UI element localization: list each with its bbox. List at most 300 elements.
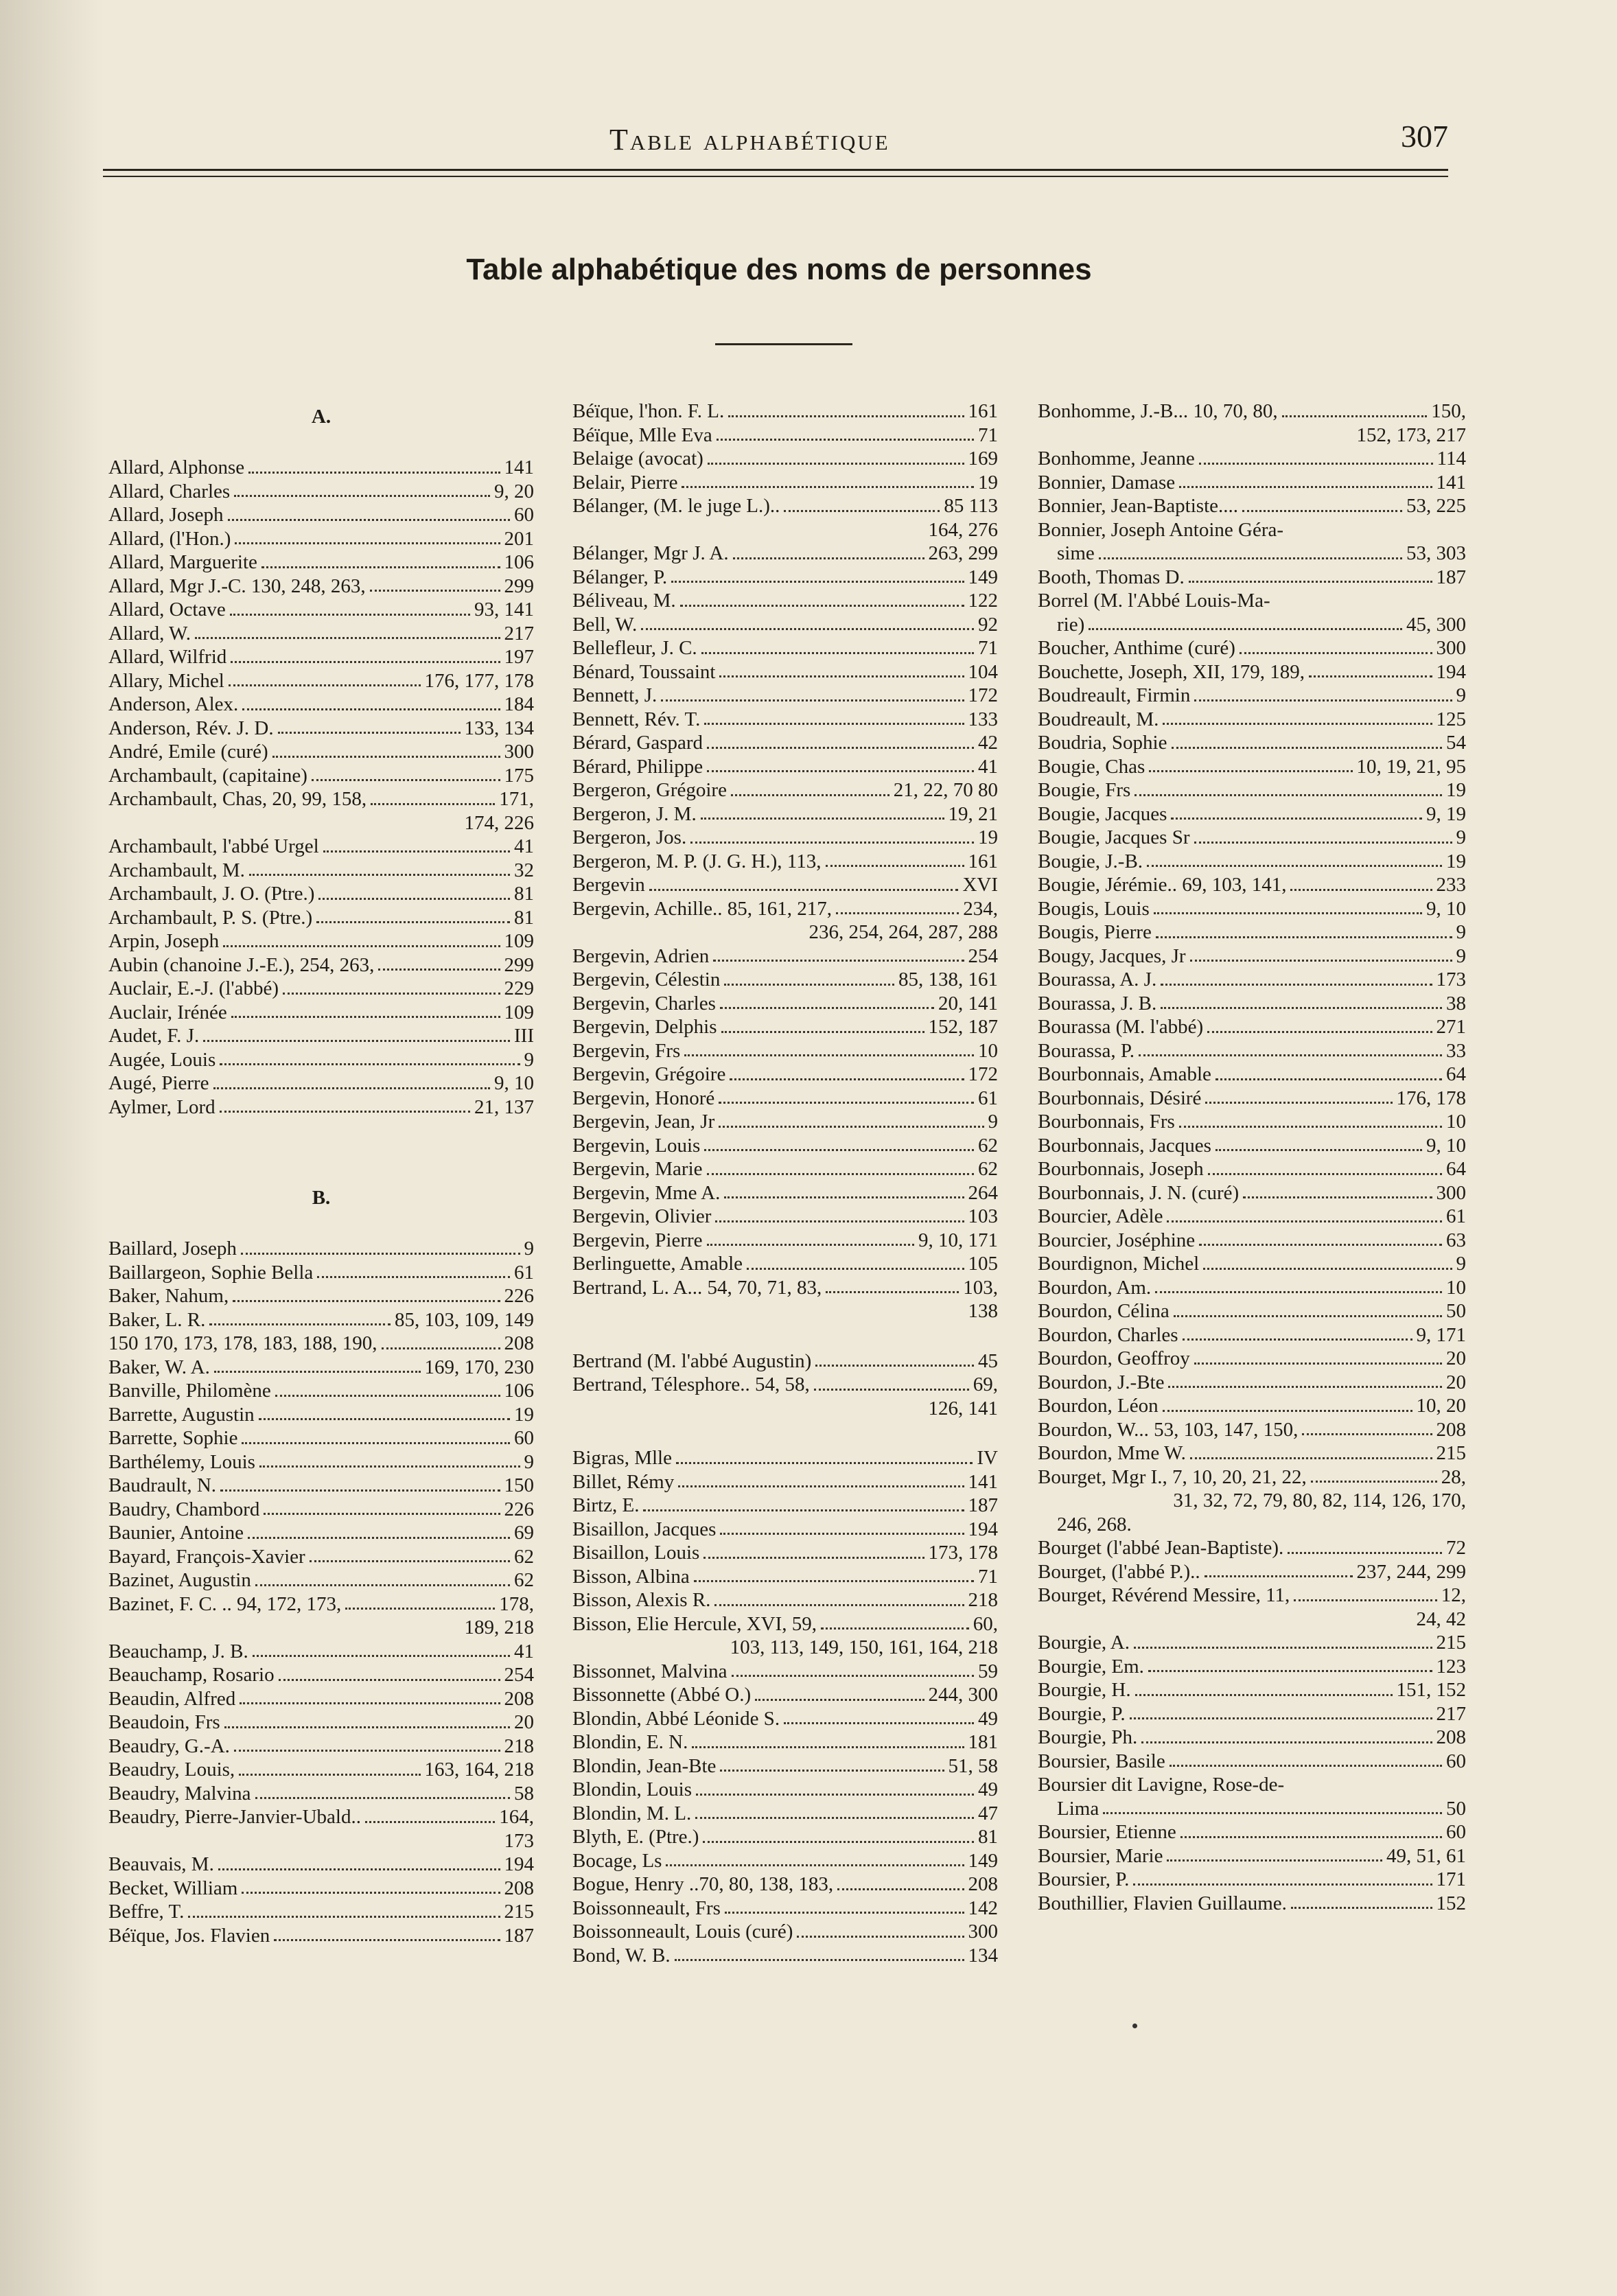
index-entry: [1038, 1536, 1466, 1560]
entry-pages: 28,: [1441, 1465, 1466, 1488]
entry-name: Bertrand, L. A... 54, 70, 71, 83,: [572, 1276, 822, 1299]
index-entry: [108, 859, 534, 883]
dot-leader: [1172, 747, 1443, 749]
entry-pages: 300: [1436, 637, 1466, 659]
index-entry: [572, 636, 998, 660]
index-entry: [1038, 1181, 1466, 1205]
dot-leader: [1167, 1220, 1442, 1222]
entry-name: Baker, L. R.: [108, 1308, 206, 1331]
dot-leader: [234, 495, 490, 497]
index-entry: [572, 1229, 998, 1253]
entry-name: Baillard, Joseph: [108, 1238, 237, 1260]
entry-name: Bisaillon, Louis: [572, 1542, 700, 1564]
index-entry: [1038, 1820, 1466, 1844]
index-entry: [1038, 1797, 1466, 1821]
entry-name: Beaudry, Pierre-Janvier-Ubald..: [108, 1806, 361, 1828]
entry-pages: XVI: [962, 874, 998, 896]
index-entry: [572, 944, 998, 969]
entry-pages: 215: [1436, 1442, 1466, 1464]
dot-leader: [717, 439, 974, 441]
entry-name: Bourget, Mgr I., 7, 10, 20, 21, 22,: [1038, 1465, 1307, 1488]
dot-leader: [1240, 652, 1432, 654]
index-entry: [572, 399, 998, 424]
dot-leader: [255, 1797, 510, 1799]
dot-leader: [242, 1892, 500, 1894]
dot-leader: [1134, 1647, 1432, 1649]
index-entry: [1038, 542, 1466, 566]
dot-leader: [701, 817, 944, 820]
dot-leader: [233, 1300, 500, 1302]
entry-name: Baker, Nahum,: [108, 1285, 229, 1307]
entry-pages: 9: [524, 1450, 534, 1473]
entry-pages: 58: [514, 1782, 534, 1805]
entry-pages: 10, 19, 21, 95: [1356, 755, 1466, 778]
index-entry: [1038, 1015, 1466, 1039]
entry-name: Béïque, Jos. Flavien: [108, 1924, 270, 1947]
entry-name: Boursier dit Lavigne, Rose-de-: [1038, 1774, 1285, 1796]
entry-pages: 181: [968, 1731, 998, 1753]
entry-name: Bergevin, Adrien: [572, 944, 710, 967]
index-entry: [1038, 897, 1466, 921]
entry-name: Baillargeon, Sophie Bella: [108, 1261, 314, 1284]
dot-leader: [378, 969, 500, 971]
dot-leader: [1161, 984, 1432, 986]
dot-leader: [719, 675, 964, 677]
entry-pages: 187: [1436, 566, 1466, 588]
index-entry: [1038, 778, 1466, 802]
entry-name: Bourget, Révérend Messire, 11,: [1038, 1584, 1290, 1606]
entry-pages: 141: [968, 1470, 998, 1493]
entry-name: Bérard, Gaspard: [572, 732, 703, 754]
entry-pages: 32: [514, 859, 534, 881]
index-entry: [572, 1683, 998, 1707]
index-entry: [572, 1446, 998, 1470]
entry-name: Blondin, E. N.: [572, 1731, 688, 1753]
index-entry: [108, 480, 534, 504]
index-entry: [572, 494, 998, 518]
entry-name: Allard, Joseph: [108, 504, 224, 526]
dot-leader: [1135, 794, 1442, 796]
index-entry: [572, 1897, 998, 1921]
entry-pages: 300: [968, 1921, 998, 1943]
entry-pages: 61: [514, 1261, 534, 1284]
index-entry: [1038, 873, 1466, 897]
index-entry: [108, 550, 534, 575]
dot-leader: [209, 1323, 391, 1325]
entry-pages: 42: [978, 732, 998, 754]
entry-name: Bougy, Jacques, Jr: [1038, 944, 1186, 967]
dot-leader: [1290, 889, 1432, 891]
index-entry: [1038, 1418, 1466, 1442]
entry-pages: 10, 20: [1416, 1395, 1466, 1417]
dot-leader: [382, 1347, 500, 1349]
dot-leader: [1311, 1481, 1437, 1483]
index-entry: [572, 1612, 998, 1636]
entry-name: Bourassa, P.: [1038, 1039, 1135, 1062]
entry-name: Bougie, Jacques: [1038, 802, 1167, 825]
index-entry: [1038, 636, 1466, 660]
entry-pages: 41: [514, 835, 534, 857]
index-entry: [1038, 1441, 1466, 1465]
index-entry: [1038, 1371, 1466, 1395]
entry-pages: 152, 187: [928, 1016, 998, 1038]
entry-name: Bond, W. B.: [572, 1944, 671, 1967]
index-entry: [108, 787, 534, 811]
index-entry: [108, 1403, 534, 1427]
entry-name: Bourdon, J.-Bte: [1038, 1371, 1165, 1393]
entry-name: Baker, W. A.: [108, 1356, 210, 1378]
dot-leader: [707, 770, 974, 772]
index-entry: [572, 1276, 998, 1300]
entry-pages: 49: [978, 1707, 998, 1730]
entry-pages: 20: [1446, 1347, 1466, 1369]
entry-pages: 61: [978, 1087, 998, 1109]
index-entry: [108, 953, 534, 977]
entry-pages: 169: [968, 448, 998, 469]
entry-pages: 72: [1446, 1537, 1466, 1559]
index-entry: [572, 1181, 998, 1205]
index-entry: [1038, 1584, 1466, 1608]
dot-leader: [224, 1726, 510, 1728]
entry-name: Billet, Rémy: [572, 1470, 675, 1493]
running-header: [103, 115, 1448, 163]
dot-leader: [213, 1087, 490, 1089]
entry-pages: 254: [968, 944, 998, 967]
entry-list-a: [108, 456, 534, 1119]
entry-pages: 20: [1446, 1371, 1466, 1393]
dot-leader: [680, 605, 964, 607]
entry-pages: 201: [504, 527, 534, 550]
index-entry: [572, 660, 998, 684]
index-entry: [572, 1518, 998, 1542]
entry-name: Bourgie, P.: [1038, 1702, 1126, 1725]
index-entry: [1038, 1229, 1466, 1253]
entry-pages: 38: [1446, 992, 1466, 1014]
entry-pages: 9, 10: [494, 1072, 534, 1094]
dot-leader: [1155, 1291, 1442, 1293]
dot-leader: [704, 1149, 974, 1151]
entry-pages: 226: [504, 1285, 534, 1307]
dot-leader: [220, 1489, 500, 1492]
dot-leader: [370, 590, 500, 592]
entry-name: Anderson, Rév. J. D.: [108, 717, 274, 739]
dot-leader: [695, 1817, 974, 1819]
entry-name: Beaudry, G.-A.: [108, 1735, 230, 1757]
index-entry: [1038, 660, 1466, 684]
entry-name: Belair, Pierre: [572, 471, 678, 494]
dot-leader: [240, 1702, 500, 1704]
dot-leader: [1215, 1078, 1442, 1080]
dot-leader: [720, 1007, 934, 1009]
entry-name: Boursier, P.: [1038, 1868, 1130, 1890]
entry-name: Banville, Philomène: [108, 1380, 271, 1402]
header-rule: [103, 169, 1448, 171]
index-entry: [108, 1332, 534, 1356]
dot-leader: [731, 794, 889, 796]
entry-pages: 9, 10: [1426, 1134, 1466, 1157]
entry-name: sime: [1057, 542, 1095, 564]
index-entry: [108, 1379, 534, 1403]
index-entry: [572, 873, 998, 897]
entry-name: Lima: [1057, 1797, 1100, 1820]
entry-name: Bourassa, J. B.: [1038, 992, 1157, 1014]
entry-name: Allard, Wilfrid: [108, 646, 227, 668]
entry-name: Bourbonnais, Désiré: [1038, 1087, 1202, 1109]
index-entry: [1038, 494, 1466, 518]
dot-leader: [694, 1580, 974, 1582]
entry-name: Bergeron, Jos.: [572, 826, 687, 848]
entry-pages: 176, 177, 178: [424, 669, 534, 692]
dot-leader: [241, 1253, 520, 1255]
entry-pages: 71: [978, 637, 998, 659]
index-entry: [108, 645, 534, 669]
entry-name: Berlinguette, Amable: [572, 1253, 743, 1275]
dot-leader: [1171, 817, 1422, 820]
index-entry: [1038, 613, 1466, 637]
dot-leader: [1135, 1694, 1393, 1696]
index-entry: [1038, 518, 1466, 542]
entry-name: Boudreault, Firmin: [1038, 684, 1191, 706]
entry-name: Archambault, Chas, 20, 99, 158,: [108, 788, 367, 810]
dot-leader: [1089, 628, 1402, 630]
book-gutter-shadow: [0, 0, 103, 2296]
index-column-3: [1038, 399, 1466, 1915]
entry-pages: 93, 141: [474, 599, 534, 621]
dot-leader: [253, 1655, 510, 1657]
entry-pages: 59: [978, 1660, 998, 1682]
dot-leader: [312, 779, 500, 781]
dot-leader: [682, 486, 974, 488]
entry-pages: 71: [978, 1565, 998, 1588]
index-entry: [108, 1758, 534, 1782]
dot-leader: [707, 1244, 914, 1246]
dot-leader: [1288, 1552, 1442, 1554]
dot-leader: [1183, 1338, 1412, 1341]
entry-pages: 9, 171: [1416, 1323, 1466, 1346]
dot-leader: [797, 1936, 964, 1938]
index-entry: [108, 1237, 534, 1261]
index-entry: [108, 1711, 534, 1735]
entry-pages: 85, 138, 161: [898, 969, 998, 990]
dot-leader: [274, 1939, 500, 1941]
dot-leader: [1190, 1457, 1432, 1459]
entry-name: Barthélemy, Louis: [108, 1450, 255, 1473]
dot-leader: [733, 557, 924, 559]
entry-name: Booth, Thomas D.: [1038, 566, 1185, 588]
entry-name: Bissonnet, Malvina: [572, 1660, 728, 1682]
entry-pages: 208: [968, 1873, 998, 1895]
dot-leader: [1148, 1670, 1432, 1672]
entry-name: Bourdon, Charles: [1038, 1323, 1178, 1346]
index-entry: [572, 992, 998, 1016]
entry-name: Baudry, Chambord: [108, 1498, 260, 1520]
entry-name: Bissonnette (Abbé O.): [572, 1684, 752, 1706]
entry-name: Bennett, Rév. T.: [572, 708, 701, 730]
dot-leader: [721, 1031, 924, 1033]
entry-pages: 171: [1436, 1868, 1466, 1890]
dot-leader: [1189, 581, 1432, 583]
entry-name: Bouthillier, Flavien Guillaume.: [1038, 1892, 1287, 1914]
dot-leader: [1205, 1575, 1353, 1577]
index-entry: [572, 1588, 998, 1612]
index-entry: [108, 1805, 534, 1829]
dot-leader: [310, 1560, 510, 1562]
dot-leader: [1139, 1054, 1442, 1056]
index-entry: [572, 1872, 998, 1897]
entry-name: Boissonneault, Frs: [572, 1897, 721, 1919]
entry-pages: 141: [504, 456, 534, 478]
entry-name: Blondin, Louis: [572, 1778, 693, 1800]
entry-pages: 300: [1436, 1181, 1466, 1204]
dot-leader: [649, 889, 959, 891]
entry-continuation: 138: [968, 1300, 998, 1322]
dot-leader: [229, 684, 421, 686]
index-entry: [572, 1707, 998, 1731]
entry-pages: 171,: [499, 788, 534, 810]
dot-leader: [1282, 415, 1428, 417]
index-entry: [1038, 826, 1466, 850]
entry-pages: 208: [504, 1687, 534, 1710]
dot-leader: [1179, 486, 1432, 488]
entry-name: Bourbonnais, Joseph: [1038, 1158, 1204, 1180]
entry-pages: 9, 10, 171: [918, 1229, 998, 1251]
entry-pages: 9: [524, 1048, 534, 1071]
index-entry: [572, 1730, 998, 1754]
dot-leader: [1194, 699, 1452, 701]
dot-leader: [1208, 1173, 1442, 1175]
entry-name: Archambault, l'abbé Urgel: [108, 835, 319, 857]
entry-pages: 106: [504, 1380, 534, 1402]
entry-pages: 62: [978, 1134, 998, 1157]
entry-name: Allard, Alphonse: [108, 456, 245, 478]
entry-name: Beaudoin, Frs: [108, 1711, 220, 1733]
entry-name: Auclair, E.-J. (l'abbé): [108, 977, 279, 999]
entry-name: Bergevin, Honoré: [572, 1087, 715, 1109]
index-entry: [572, 731, 998, 755]
entry-name: Bell, W.: [572, 613, 638, 636]
entry-continuation: 236, 254, 264, 287, 288: [808, 921, 998, 943]
dot-leader: [703, 1557, 924, 1559]
entry-pages: 109: [504, 930, 534, 952]
entry-pages: 161: [968, 850, 998, 872]
index-entry: [572, 1802, 998, 1826]
entry-pages: 9, 19: [1426, 802, 1466, 825]
entry-continuation: 173: [504, 1829, 534, 1852]
entry-pages: 161: [968, 400, 998, 422]
entry-list-col3: [1038, 399, 1466, 1915]
dot-leader: [228, 519, 510, 521]
index-entry: [108, 527, 534, 551]
dot-leader: [203, 1040, 510, 1042]
entry-pages: 10: [1446, 1111, 1466, 1133]
dot-leader: [719, 1126, 984, 1128]
entry-pages: 142: [968, 1897, 998, 1919]
index-entry: [108, 1924, 534, 1948]
dot-leader: [1194, 1362, 1442, 1365]
index-entry: [572, 708, 998, 732]
entry-pages: 9: [1456, 1253, 1466, 1275]
index-entry: [108, 1071, 534, 1095]
entry-name: Allary, Michel: [108, 669, 224, 692]
dot-leader: [242, 708, 500, 710]
dot-leader: [1163, 1410, 1412, 1412]
index-entry: [1038, 755, 1466, 779]
index-entry: [1038, 1868, 1466, 1892]
dot-leader: [1130, 1717, 1432, 1719]
dot-leader: [826, 865, 964, 867]
entry-name: Béliveau, M.: [572, 590, 676, 612]
entry-pages: 300: [504, 741, 534, 763]
dot-leader: [1243, 1196, 1432, 1198]
entry-pages: 81: [514, 883, 534, 905]
dot-leader: [1174, 1315, 1442, 1317]
index-entry: [572, 613, 998, 637]
index-entry: [108, 598, 534, 622]
dot-leader: [666, 1864, 964, 1866]
index-entry: [572, 1063, 998, 1087]
entry-name: Beauchamp, Rosario: [108, 1664, 275, 1686]
index-entry: [108, 1474, 534, 1498]
dot-leader: [1205, 1102, 1392, 1104]
entry-name: Blondin, Jean-Bte: [572, 1754, 717, 1777]
index-entry: [108, 1735, 534, 1759]
entry-name: Bennett, J.: [572, 684, 658, 706]
index-entry: [1038, 1513, 1466, 1537]
dot-leader: [1207, 1031, 1432, 1033]
entry-pages: 176, 178: [1396, 1087, 1466, 1109]
index-entry: [108, 1568, 534, 1592]
entry-continuation: 126, 141: [928, 1397, 998, 1419]
entry-name: Bergevin, Marie: [572, 1158, 703, 1180]
index-entry: [572, 755, 998, 779]
entry-pages: III: [514, 1025, 534, 1047]
entry-name: Bérard, Philippe: [572, 755, 703, 778]
entry-name: Aylmer, Lord: [108, 1095, 216, 1118]
entry-pages: 299: [504, 575, 534, 597]
index-entry: [572, 1541, 998, 1565]
dot-leader: [1199, 1244, 1442, 1246]
entry-name: Bertrand (M. l'abbé Augustin): [572, 1349, 812, 1372]
index-entry: [1038, 1394, 1466, 1418]
dot-leader: [255, 1584, 510, 1586]
index-entry: [572, 968, 998, 992]
index-entry: [572, 1134, 998, 1158]
dot-leader: [231, 661, 500, 663]
entry-name: Bougie, Jacques Sr: [1038, 826, 1190, 848]
entry-pages: 60,: [973, 1612, 998, 1635]
entry-pages: 163, 164, 218: [424, 1759, 534, 1781]
dot-leader: [675, 1959, 964, 1961]
entry-pages: 9: [1456, 921, 1466, 943]
entry-name: Bourgie, Em.: [1038, 1655, 1144, 1678]
entry-pages: 62: [514, 1569, 534, 1591]
entry-continuation: 24, 42: [1416, 1608, 1466, 1630]
entry-name: Augé, Pierre: [108, 1072, 209, 1094]
dot-leader: [724, 984, 894, 986]
entry-name: Baudrault, N.: [108, 1474, 217, 1496]
entry-pages: 133, 134: [464, 717, 534, 739]
dot-leader: [264, 1513, 500, 1515]
dot-leader: [1154, 912, 1422, 914]
index-entry: [572, 1754, 998, 1778]
dot-leader: [249, 874, 510, 876]
index-entry: [572, 471, 998, 495]
dot-leader: [690, 842, 974, 844]
index-entry: [108, 882, 534, 906]
entry-name: Beauvais, M.: [108, 1853, 214, 1875]
dot-leader: [1103, 1812, 1442, 1814]
index-entry: [572, 1825, 998, 1849]
